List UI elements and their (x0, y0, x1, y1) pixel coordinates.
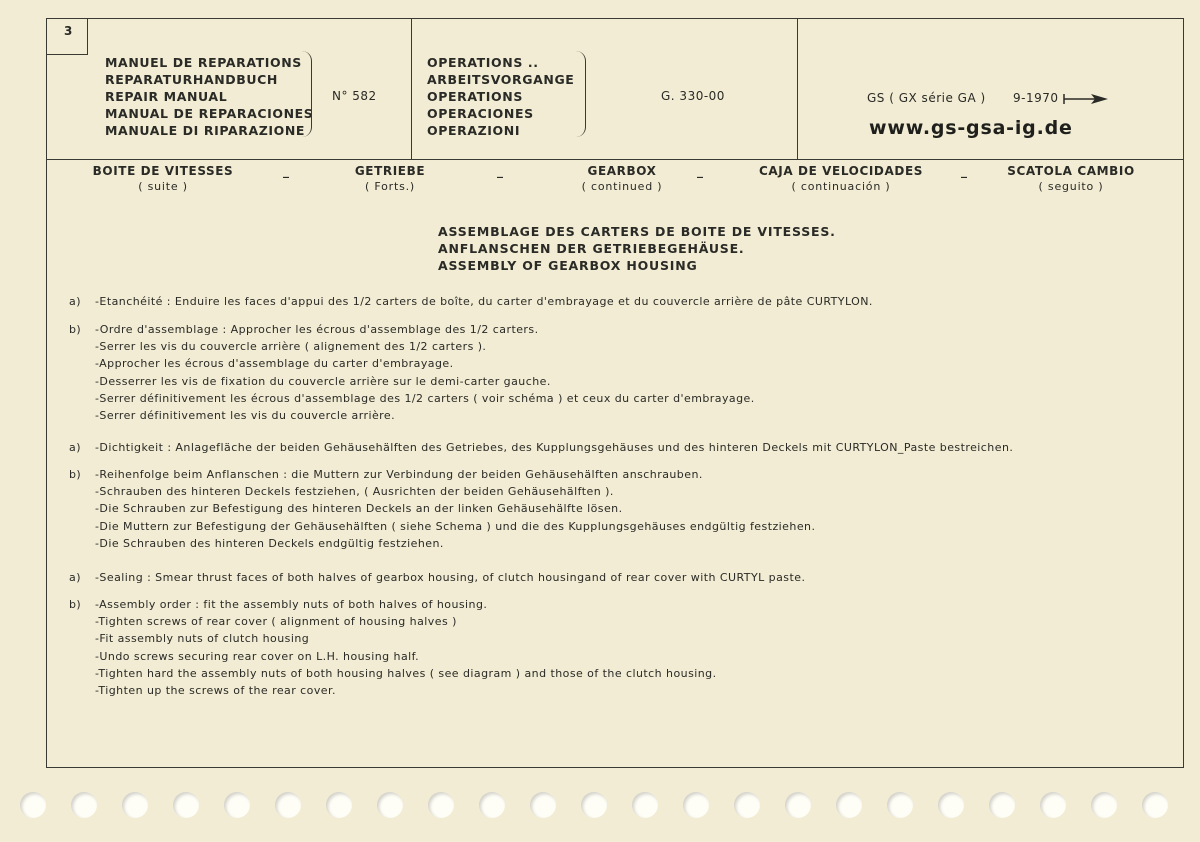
instruction-line: -Die Muttern zur Befestigung der Gehäusehälften ( siehe Schema ) und die des Kupplungsgehäuses endgültig festziehen. (95, 519, 816, 533)
punch-hole-icon (20, 792, 46, 818)
instruction-en-b (69, 596, 717, 699)
item-label: b) (69, 598, 82, 611)
punch-hole-icon (938, 792, 964, 818)
manual-title-fr: MANUEL DE REPARATIONS (105, 55, 302, 70)
item-label: a) (69, 295, 81, 308)
punch-hole-icon (71, 792, 97, 818)
subject-separator: _ (961, 164, 967, 178)
brace-icon (301, 51, 312, 137)
subject-separator: _ (697, 164, 703, 178)
subject-subtitle: ( suite ) (138, 180, 188, 193)
item-label: b) (69, 323, 82, 336)
instruction-line: -Fit assembly nuts of clutch housing (95, 632, 310, 646)
subject-title: SCATOLA CAMBIO (1007, 164, 1135, 178)
instruction-de-b (69, 466, 815, 552)
model-label: GS ( GX série GA ) (867, 91, 986, 105)
subject-subtitle: ( seguito ) (1038, 180, 1104, 193)
subject-en (567, 164, 677, 193)
instruction-line: -Etanchéité : Enduire les faces d'appui des 1/2 carters de boîte, du carter d'embrayage et du couvercle arrière de pâte CURTYLON. (95, 295, 873, 308)
manual-title-it: MANUALE DI RIPARAZIONE (105, 123, 306, 138)
punch-hole-icon (173, 792, 199, 818)
instruction-line: -Serrer les vis du couvercle arrière ( alignement des 1/2 carters ). (95, 340, 487, 354)
instruction-line: -Undo screws securing rear cover on L.H. housing half. (95, 649, 420, 663)
punch-hole-icon (479, 792, 505, 818)
manual-title-en: REPAIR MANUAL (105, 89, 228, 104)
operation-code: G. 330-00 (661, 89, 725, 103)
section-title-fr: ASSEMBLAGE DES CARTERS DE BOITE DE VITESSES. (438, 224, 836, 239)
manual-title-es: MANUAL DE REPARACIONES (105, 106, 314, 121)
instruction-line: -Serrer définitivement les écrous d'assemblage des 1/2 carters ( voir schéma ) et ceux du carter d'embrayage. (95, 391, 755, 405)
subject-title: CAJA DE VELOCIDADES (759, 164, 923, 178)
punch-hole-icon (836, 792, 862, 818)
arrow-right-icon (1063, 93, 1109, 105)
instruction-line: -Die Schrauben zur Befestigung des hinteren Deckels an der linken Gehäusehälfte lösen. (95, 502, 623, 516)
operation-title-en: OPERATIONS (427, 89, 523, 104)
instruction-en-a (69, 569, 805, 586)
subject-subtitle: ( continued ) (581, 180, 663, 193)
binder-holes (0, 792, 1200, 822)
punch-hole-icon (122, 792, 148, 818)
instruction-fr-b (69, 321, 755, 424)
header-divider (411, 19, 412, 159)
subject-title: GETRIEBE (354, 164, 426, 178)
punch-hole-icon (683, 792, 709, 818)
punch-hole-icon (1142, 792, 1168, 818)
punch-hole-icon (1091, 792, 1117, 818)
instruction-line: -Desserrer les vis de fixation du couvercle arrière sur le demi-carter gauche. (95, 374, 551, 388)
operation-title-list (427, 54, 574, 139)
subject-it (1001, 164, 1141, 193)
instruction-line: -Approcher les écrous d'assemblage du carter d'embrayage. (95, 357, 454, 371)
operation-title-de: ARBEITSVORGANGE (427, 72, 575, 87)
punch-hole-icon (785, 792, 811, 818)
instruction-line: -Tighten screws of rear cover ( alignment of housing halves ) (95, 615, 457, 629)
item-label: b) (69, 468, 82, 481)
subject-de (335, 164, 445, 193)
manual-title-list (105, 54, 313, 139)
subject-es (751, 164, 931, 193)
instruction-fr-a (69, 293, 873, 310)
date-label: 9-1970 (1013, 91, 1059, 105)
subject-title: BOITE DE VITESSES (92, 164, 234, 178)
section-title (438, 223, 836, 274)
instruction-line: -Tighten hard the assembly nuts of both housing halves ( see diagram ) and those of the clutch housing. (95, 666, 717, 680)
subject-fr (83, 164, 243, 193)
page-header (47, 19, 1183, 160)
subject-subtitle: ( Forts.) (364, 180, 415, 193)
operation-title-es: OPERACIONES (427, 106, 534, 121)
instruction-line: -Schrauben des hinteren Deckels festziehen, ( Ausrichten der beiden Gehäusehälften ). (95, 485, 614, 499)
brace-icon (575, 51, 586, 137)
operation-title-fr: OPERATIONS .. (427, 55, 539, 70)
punch-hole-icon (428, 792, 454, 818)
subject-separator: _ (497, 164, 503, 178)
instruction-line: -Serrer définitivement les vis du couvercle arrière. (95, 409, 396, 423)
page-number: 3 (47, 19, 88, 55)
punch-hole-icon (530, 792, 556, 818)
manual-number: N° 582 (332, 89, 377, 103)
instruction-line: -Sealing : Smear thrust faces of both halves of gearbox housing, of clutch housingand of rear cover with CURTYL paste. (95, 571, 806, 584)
punch-hole-icon (1040, 792, 1066, 818)
instruction-line: -Ordre d'assemblage : Approcher les écrous d'assemblage des 1/2 carters. (95, 323, 539, 336)
instruction-line: -Die Schrauben des hinteren Deckels endgültig festziehen. (95, 536, 444, 550)
website-watermark: www.gs-gsa-ig.de (869, 117, 1073, 139)
punch-hole-icon (581, 792, 607, 818)
header-divider (797, 19, 798, 159)
punch-hole-icon (326, 792, 352, 818)
operation-title-it: OPERAZIONI (427, 123, 521, 138)
instruction-line: -Assembly order : fit the assembly nuts of both halves of housing. (95, 598, 488, 611)
punch-hole-icon (989, 792, 1015, 818)
instruction-line: -Dichtigkeit : Anlagefläche der beiden Gehäusehälften des Getriebes, des Kupplungsgehäuses und des hinteren Deckels mit CURTYLON_Paste bestreichen. (95, 441, 1014, 454)
section-title-de: ANFLANSCHEN DER GETRIEBEGEHÄUSE. (438, 241, 745, 256)
instruction-line: -Tighten up the screws of the rear cover. (95, 684, 336, 698)
section-title-en: ASSEMBLY OF GEARBOX HOUSING (438, 258, 698, 273)
item-label: a) (69, 441, 81, 454)
subject-title: GEARBOX (587, 164, 657, 178)
punch-hole-icon (734, 792, 760, 818)
manual-title-de: REPARATURHANDBUCH (105, 72, 278, 87)
instruction-line: -Reihenfolge beim Anflanschen : die Muttern zur Verbindung der beiden Gehäusehälften anschrauben. (95, 468, 703, 481)
subject-subtitle: ( continuación ) (791, 180, 891, 193)
punch-hole-icon (632, 792, 658, 818)
manual-page (46, 18, 1184, 768)
punch-hole-icon (275, 792, 301, 818)
punch-hole-icon (887, 792, 913, 818)
instruction-de-a (69, 439, 1013, 456)
subject-separator: _ (283, 164, 289, 178)
punch-hole-icon (377, 792, 403, 818)
punch-hole-icon (224, 792, 250, 818)
item-label: a) (69, 571, 81, 584)
